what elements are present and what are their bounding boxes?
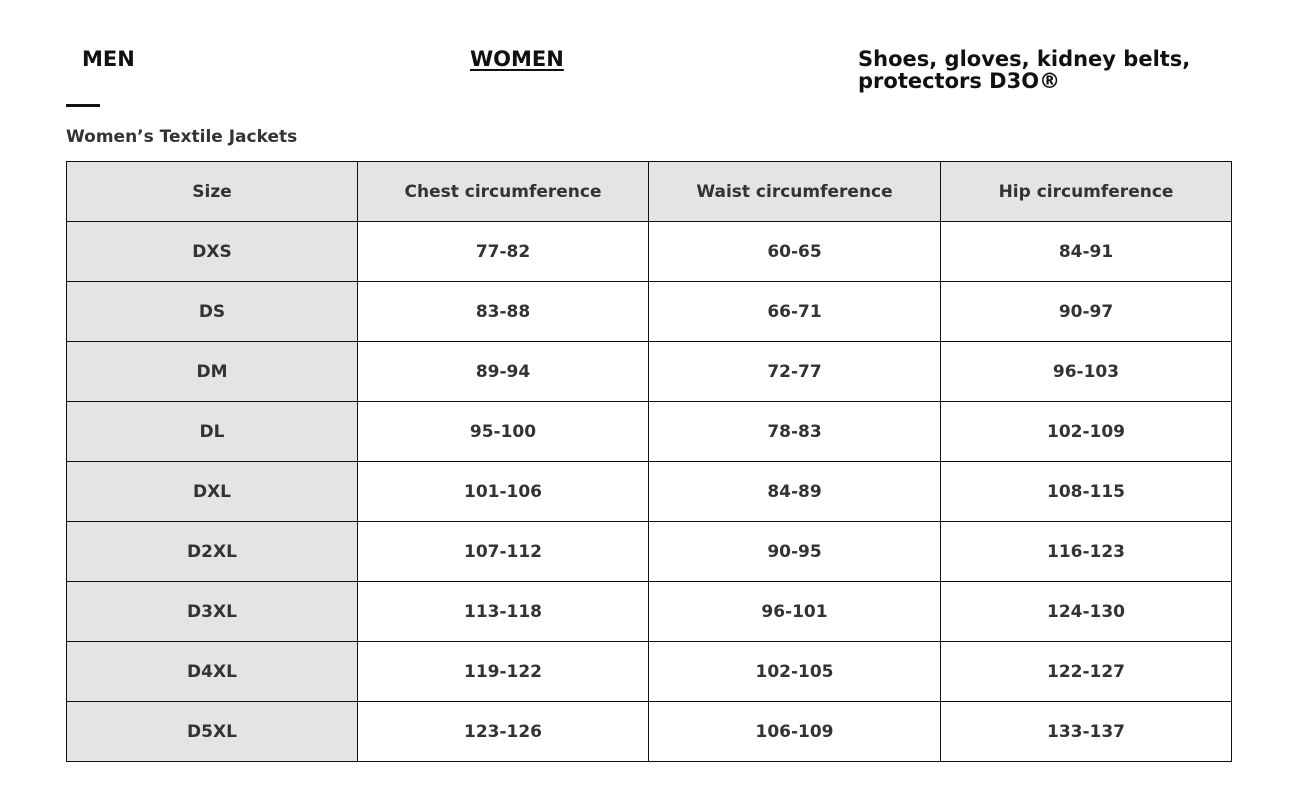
waist-cell: 78-83	[649, 402, 941, 462]
tab-shoes-gloves-belts-protectors[interactable]: Shoes, gloves, kidney belts, protectors D3O®	[858, 47, 1191, 93]
table-row	[67, 522, 1232, 582]
chest-cell: 95-100	[358, 402, 649, 462]
table-row	[67, 402, 1232, 462]
waist-cell: 84-89	[649, 462, 941, 522]
hip-cell: 84-91	[941, 222, 1232, 282]
size-cell: D3XL	[67, 582, 358, 642]
chest-cell: 77-82	[358, 222, 649, 282]
size-cell: D5XL	[67, 702, 358, 762]
tab-men[interactable]: MEN	[82, 47, 135, 71]
table-row	[67, 222, 1232, 282]
chest-cell: 119-122	[358, 642, 649, 702]
section-title: Women’s Textile Jackets	[66, 127, 298, 147]
waist-cell: 102-105	[649, 642, 941, 702]
table-row	[67, 702, 1232, 762]
waist-cell: 72-77	[649, 342, 941, 402]
chest-cell: 83-88	[358, 282, 649, 342]
waist-cell: 96-101	[649, 582, 941, 642]
size-chart-table	[66, 161, 1232, 762]
size-cell: DS	[67, 282, 358, 342]
chest-cell: 107-112	[358, 522, 649, 582]
hip-cell: 102-109	[941, 402, 1232, 462]
table-header-row	[67, 162, 1232, 222]
size-cell: DXS	[67, 222, 358, 282]
header-size: Size	[67, 162, 358, 222]
chest-cell: 123-126	[358, 702, 649, 762]
active-tab-indicator	[66, 104, 100, 107]
hip-cell: 122-127	[941, 642, 1232, 702]
table-row	[67, 642, 1232, 702]
chest-cell: 101-106	[358, 462, 649, 522]
waist-cell: 90-95	[649, 522, 941, 582]
size-cell: DM	[67, 342, 358, 402]
hip-cell: 133-137	[941, 702, 1232, 762]
table-row	[67, 462, 1232, 522]
waist-cell: 66-71	[649, 282, 941, 342]
waist-cell: 106-109	[649, 702, 941, 762]
waist-cell: 60-65	[649, 222, 941, 282]
hip-cell: 90-97	[941, 282, 1232, 342]
tab-women[interactable]: WOMEN	[470, 47, 564, 71]
hip-cell: 96-103	[941, 342, 1232, 402]
table-row	[67, 342, 1232, 402]
table-row	[67, 282, 1232, 342]
chest-cell: 113-118	[358, 582, 649, 642]
hip-cell: 108-115	[941, 462, 1232, 522]
hip-cell: 124-130	[941, 582, 1232, 642]
size-cell: D2XL	[67, 522, 358, 582]
hip-cell: 116-123	[941, 522, 1232, 582]
size-cell: DXL	[67, 462, 358, 522]
chest-cell: 89-94	[358, 342, 649, 402]
header-waist: Waist circumference	[649, 162, 941, 222]
table-row	[67, 582, 1232, 642]
category-tabs	[0, 46, 1315, 106]
header-chest: Chest circumference	[358, 162, 649, 222]
header-hip: Hip circumference	[941, 162, 1232, 222]
size-cell: DL	[67, 402, 358, 462]
size-cell: D4XL	[67, 642, 358, 702]
